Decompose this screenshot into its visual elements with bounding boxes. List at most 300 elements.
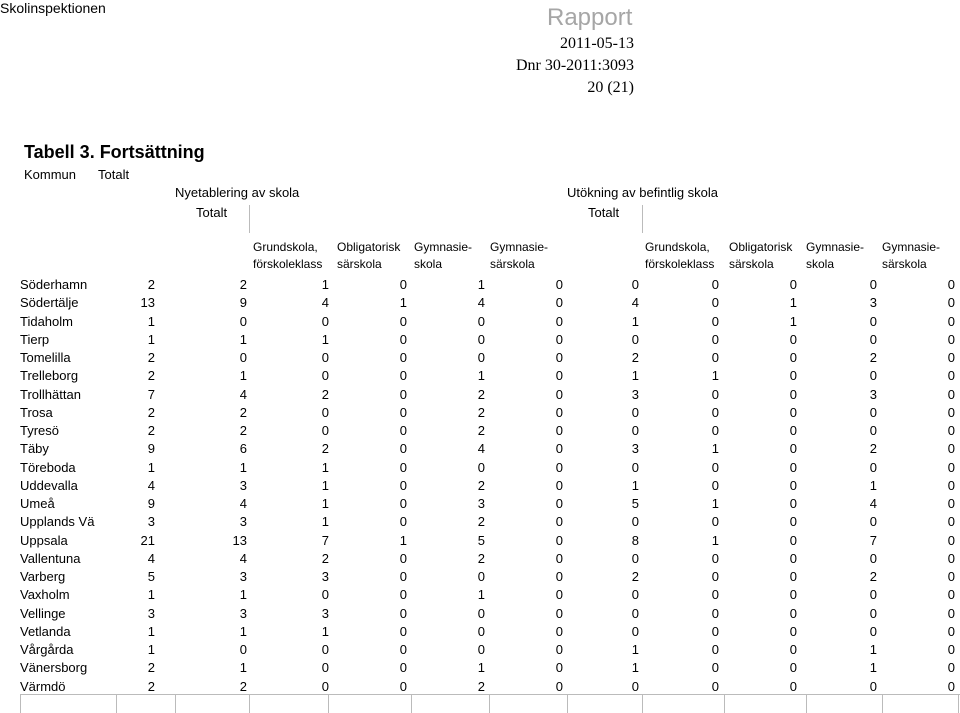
table-cell: 0 <box>399 386 407 402</box>
table-cell: 0 <box>477 642 485 658</box>
kommun-name: Trelleborg <box>20 368 79 384</box>
table-cell: 0 <box>869 459 877 475</box>
table-cell: 2 <box>147 423 155 439</box>
grid-line <box>249 694 250 713</box>
kommun-name: Tomelilla <box>20 350 71 366</box>
table-cell: 1 <box>239 587 247 603</box>
kommun-name: Upplands Vä <box>20 514 95 530</box>
table-cell: 0 <box>399 514 407 530</box>
table-cell: 0 <box>555 587 563 603</box>
table-cell: 0 <box>555 313 563 329</box>
table-cell: 1 <box>147 587 155 603</box>
sub-header-line2: förskoleklass <box>645 257 715 271</box>
table-cell: 0 <box>555 350 563 366</box>
table-cell: 0 <box>399 459 407 475</box>
kommun-name: Söderhamn <box>20 277 88 293</box>
table-cell: 2 <box>147 368 155 384</box>
table-cell: 0 <box>321 313 329 329</box>
table-cell: 0 <box>947 441 955 457</box>
table-cell: 0 <box>399 331 407 347</box>
table-cell: 6 <box>239 441 247 457</box>
table-cell: 0 <box>869 331 877 347</box>
table-cell: 0 <box>631 331 639 347</box>
grid-line <box>567 694 568 713</box>
kommun-name: Vårgårda <box>20 642 74 658</box>
table-cell: 0 <box>399 623 407 639</box>
table-cell: 2 <box>147 678 155 694</box>
table-cell: 2 <box>147 404 155 420</box>
table-cell: 0 <box>711 569 719 585</box>
table-cell: 0 <box>947 587 955 603</box>
kommun-name: Töreboda <box>20 459 76 475</box>
table-cell: 0 <box>711 550 719 566</box>
table-cell: 0 <box>711 477 719 493</box>
sub-header-line1: Obligatorisk <box>729 240 793 254</box>
table-cell: 4 <box>477 441 485 457</box>
table-cell: 0 <box>789 277 797 293</box>
table-cell: 0 <box>631 404 639 420</box>
grid-line <box>724 694 725 713</box>
report-dnr: Dnr 30-2011:3093 <box>515 57 634 74</box>
table-cell: 1 <box>321 331 329 347</box>
table-cell: 1 <box>631 313 639 329</box>
organization-name: Skolinspektionen <box>0 0 106 16</box>
table-cell: 0 <box>789 660 797 676</box>
table-cell: 0 <box>555 477 563 493</box>
report-title: Rapport <box>547 4 633 31</box>
table-cell: 2 <box>631 569 639 585</box>
grid-line <box>489 694 490 713</box>
table-cell: 7 <box>869 532 877 548</box>
table-cell: 2 <box>147 277 155 293</box>
table-cell: 2 <box>869 569 877 585</box>
table-cell: 0 <box>711 277 719 293</box>
table-cell: 1 <box>711 441 719 457</box>
table-cell: 0 <box>947 605 955 621</box>
grid-line <box>328 694 329 713</box>
table-row <box>20 294 955 312</box>
sub-header-line1: Gymnasie- <box>490 240 549 254</box>
table-cell: 0 <box>711 459 719 475</box>
table-cell: 0 <box>789 477 797 493</box>
table-cell: 1 <box>321 496 329 512</box>
table-cell: 1 <box>147 642 155 658</box>
table-cell: 2 <box>321 550 329 566</box>
table-cell: 1 <box>239 368 247 384</box>
table-cell: 0 <box>631 514 639 530</box>
grid-line <box>642 205 643 233</box>
table-cell: 2 <box>477 678 485 694</box>
table-cell: 1 <box>321 277 329 293</box>
table-cell: 0 <box>239 350 247 366</box>
table-row <box>20 459 955 477</box>
sub-header-line2: särskola <box>337 257 382 271</box>
table-cell: 1 <box>321 477 329 493</box>
table-cell: 0 <box>789 623 797 639</box>
table-cell: 0 <box>399 350 407 366</box>
grid-line <box>175 694 176 713</box>
kommun-name: Vänersborg <box>20 660 88 676</box>
kommun-name: Varberg <box>20 569 66 585</box>
table-cell: 2 <box>321 441 329 457</box>
table-cell: 0 <box>631 605 639 621</box>
table-row <box>20 404 955 422</box>
sub-header-line1: Gymnasie- <box>806 240 865 254</box>
table-cell: 1 <box>631 368 639 384</box>
table-cell: 0 <box>399 496 407 512</box>
table-cell: 2 <box>239 277 247 293</box>
table-cell: 0 <box>399 313 407 329</box>
sub-header-line2: förskoleklass <box>253 257 323 271</box>
table-cell: 0 <box>555 550 563 566</box>
table-cell: 0 <box>399 277 407 293</box>
table-cell: 2 <box>147 350 155 366</box>
sub-header-line2: särskola <box>490 257 535 271</box>
table-cell: 13 <box>232 532 247 548</box>
table-row <box>20 513 955 531</box>
table-cell: 0 <box>789 496 797 512</box>
table-title: Tabell 3. Fortsättning <box>24 142 205 162</box>
table-cell: 4 <box>239 550 247 566</box>
table-cell: 0 <box>711 514 719 530</box>
table-cell: 5 <box>477 532 485 548</box>
table-cell: 0 <box>711 350 719 366</box>
table-cell: 0 <box>789 642 797 658</box>
table-cell: 0 <box>869 368 877 384</box>
table-cell: 0 <box>789 441 797 457</box>
table-cell: 0 <box>947 550 955 566</box>
grid-line <box>642 694 643 713</box>
table-cell: 3 <box>239 569 247 585</box>
table-row <box>20 550 955 568</box>
table-cell: 1 <box>239 331 247 347</box>
table-cell: 0 <box>631 277 639 293</box>
table-cell: 4 <box>239 496 247 512</box>
table-cell: 1 <box>789 295 797 311</box>
table-cell: 9 <box>147 496 155 512</box>
table-cell: 3 <box>239 477 247 493</box>
kommun-name: Trosa <box>20 404 53 420</box>
table-cell: 3 <box>869 386 877 402</box>
table-cell: 0 <box>947 404 955 420</box>
table-cell: 0 <box>399 477 407 493</box>
table-cell: 2 <box>477 404 485 420</box>
table-cell: 0 <box>947 496 955 512</box>
col-nyetablering-header: Nyetablering av skola <box>175 185 300 200</box>
table-cell: 0 <box>789 386 797 402</box>
table-row <box>20 641 955 659</box>
table-cell: 3 <box>631 441 639 457</box>
table-cell: 0 <box>711 295 719 311</box>
table-row <box>20 367 955 385</box>
table-cell: 7 <box>147 386 155 402</box>
table-cell: 0 <box>321 642 329 658</box>
table-cell: 0 <box>399 441 407 457</box>
table-cell: 0 <box>789 423 797 439</box>
table-cell: 3 <box>239 605 247 621</box>
table-row <box>20 605 955 623</box>
table-cell: 0 <box>399 660 407 676</box>
table-cell: 2 <box>477 477 485 493</box>
table-cell: 0 <box>947 277 955 293</box>
table-cell: 2 <box>869 441 877 457</box>
kommun-name: Södertälje <box>20 295 79 311</box>
table-cell: 1 <box>869 642 877 658</box>
table-cell: 0 <box>477 569 485 585</box>
table-cell: 1 <box>239 623 247 639</box>
grid-line <box>882 694 883 713</box>
table-row <box>20 276 955 294</box>
table-cell: 0 <box>555 459 563 475</box>
page-number: 20 (21) <box>587 79 634 96</box>
table-cell: 1 <box>147 459 155 475</box>
table-cell: 0 <box>947 660 955 676</box>
table-cell: 0 <box>869 587 877 603</box>
table-cell: 0 <box>477 605 485 621</box>
table-cell: 1 <box>399 532 407 548</box>
table-cell: 0 <box>555 441 563 457</box>
grid-line <box>411 694 412 713</box>
table-row <box>20 623 955 641</box>
table-row <box>20 586 955 604</box>
table-cell: 0 <box>789 459 797 475</box>
table-cell: 1 <box>399 295 407 311</box>
table-cell: 1 <box>631 477 639 493</box>
table-cell: 5 <box>147 569 155 585</box>
table-cell: 0 <box>555 277 563 293</box>
table-row <box>20 495 955 513</box>
sub-header-line1: Grundskola, <box>645 240 710 254</box>
table-cell: 0 <box>631 423 639 439</box>
table-cell: 3 <box>321 569 329 585</box>
table-cell: 0 <box>555 331 563 347</box>
kommun-name: Uddevalla <box>20 477 78 493</box>
table-row <box>20 331 955 349</box>
table-cell: 3 <box>147 514 155 530</box>
table-cell: 5 <box>631 496 639 512</box>
table-row <box>20 349 955 367</box>
table-cell: 0 <box>555 295 563 311</box>
table-cell: 0 <box>869 514 877 530</box>
table-cell: 0 <box>789 350 797 366</box>
table-cell: 0 <box>789 569 797 585</box>
table-cell: 2 <box>321 386 329 402</box>
table-cell: 0 <box>711 623 719 639</box>
table-row <box>20 659 955 677</box>
table-cell: 0 <box>711 386 719 402</box>
table-cell: 4 <box>477 295 485 311</box>
table-cell: 3 <box>321 605 329 621</box>
table-cell: 4 <box>147 477 155 493</box>
kommun-name: Vetlanda <box>20 623 71 639</box>
kommun-name: Uppsala <box>20 532 68 548</box>
table-cell: 1 <box>631 660 639 676</box>
table-cell: 0 <box>869 313 877 329</box>
table-cell: 8 <box>631 532 639 548</box>
table-cell: 0 <box>555 404 563 420</box>
table-row <box>20 422 955 440</box>
table-cell: 1 <box>321 514 329 530</box>
table-cell: 0 <box>321 404 329 420</box>
table-cell: 0 <box>947 477 955 493</box>
table-cell: 0 <box>869 623 877 639</box>
table-cell: 0 <box>555 514 563 530</box>
kommun-name: Tidaholm <box>20 313 73 329</box>
table-cell: 0 <box>555 532 563 548</box>
table-cell: 2 <box>869 350 877 366</box>
sub-header-line2: skola <box>806 257 835 271</box>
table-cell: 0 <box>869 550 877 566</box>
table-cell: 4 <box>869 496 877 512</box>
table-cell: 3 <box>631 386 639 402</box>
table-cell: 9 <box>239 295 247 311</box>
sub-header-line2: särskola <box>882 257 927 271</box>
kommun-name: Täby <box>20 441 49 457</box>
table-cell: 0 <box>947 514 955 530</box>
sub-header-line1: Gymnasie- <box>882 240 941 254</box>
table-cell: 0 <box>477 623 485 639</box>
table-cell: 0 <box>399 569 407 585</box>
table-cell: 0 <box>631 678 639 694</box>
table-cell: 4 <box>631 295 639 311</box>
table-cell: 0 <box>477 350 485 366</box>
table-cell: 1 <box>869 477 877 493</box>
table-cell: 0 <box>399 678 407 694</box>
table-cell: 0 <box>947 532 955 548</box>
kommun-name: Vaxholm <box>20 587 70 603</box>
table-cell: 0 <box>869 678 877 694</box>
table-cell: 0 <box>789 587 797 603</box>
table-cell: 0 <box>789 678 797 694</box>
table-cell: 0 <box>947 295 955 311</box>
table-cell: 1 <box>147 331 155 347</box>
table-cell: 1 <box>631 642 639 658</box>
table-cell: 7 <box>321 532 329 548</box>
table-row <box>20 313 955 331</box>
table-cell: 2 <box>239 404 247 420</box>
grid-line <box>116 694 117 713</box>
table-cell: 0 <box>789 532 797 548</box>
table-cell: 0 <box>947 423 955 439</box>
table-cell: 0 <box>711 660 719 676</box>
table-cell: 0 <box>947 623 955 639</box>
table-cell: 2 <box>477 423 485 439</box>
table-cell: 1 <box>477 587 485 603</box>
col-utokning-header: Utökning av befintlig skola <box>567 185 719 200</box>
sub-header-line1: Gymnasie- <box>414 240 473 254</box>
col-nyetablering-totalt: Totalt <box>196 205 228 220</box>
table-row <box>20 440 955 458</box>
table-cell: 13 <box>140 295 155 311</box>
table-cell: 3 <box>147 605 155 621</box>
table-cell: 1 <box>239 660 247 676</box>
table-cell: 0 <box>947 642 955 658</box>
table-cell: 0 <box>947 678 955 694</box>
table-cell: 2 <box>147 660 155 676</box>
table-cell: 0 <box>869 404 877 420</box>
kommun-name: Trollhättan <box>20 386 81 402</box>
table-cell: 1 <box>239 459 247 475</box>
table-row <box>20 477 955 495</box>
table-cell: 0 <box>477 331 485 347</box>
table-cell: 2 <box>477 386 485 402</box>
table-cell: 1 <box>869 660 877 676</box>
table-cell: 9 <box>147 441 155 457</box>
table-cell: 0 <box>555 660 563 676</box>
table-cell: 0 <box>947 368 955 384</box>
table-cell: 0 <box>631 623 639 639</box>
table-cell: 0 <box>399 587 407 603</box>
table-cell: 0 <box>947 350 955 366</box>
table-cell: 1 <box>147 313 155 329</box>
table-cell: 4 <box>239 386 247 402</box>
table-cell: 0 <box>239 313 247 329</box>
table-cell: 1 <box>147 623 155 639</box>
table-cell: 0 <box>555 605 563 621</box>
data-table <box>20 276 955 696</box>
table-cell: 21 <box>140 532 155 548</box>
sub-header-line1: Grundskola, <box>253 240 318 254</box>
table-cell: 1 <box>711 368 719 384</box>
table-cell: 0 <box>399 404 407 420</box>
col-utokning-totalt: Totalt <box>588 205 620 220</box>
table-cell: 2 <box>239 678 247 694</box>
table-cell: 1 <box>321 459 329 475</box>
report-date: 2011-05-13 <box>559 35 634 52</box>
table-cell: 0 <box>947 386 955 402</box>
table-cell: 0 <box>555 642 563 658</box>
table-cell: 0 <box>711 587 719 603</box>
col-totalt-header: Totalt <box>98 167 130 182</box>
table-cell: 0 <box>321 350 329 366</box>
sub-header-line2: skola <box>414 257 443 271</box>
table-cell: 0 <box>321 660 329 676</box>
table-cell: 1 <box>711 496 719 512</box>
table-cell: 0 <box>711 605 719 621</box>
table-cell: 0 <box>555 368 563 384</box>
table-cell: 2 <box>477 550 485 566</box>
table-cell: 0 <box>711 678 719 694</box>
grid-line <box>958 694 959 713</box>
table-cell: 0 <box>477 459 485 475</box>
table-cell: 0 <box>477 313 485 329</box>
table-cell: 0 <box>555 386 563 402</box>
table-cell: 0 <box>321 678 329 694</box>
table-cell: 0 <box>399 605 407 621</box>
table-cell: 2 <box>239 423 247 439</box>
table-cell: 0 <box>711 331 719 347</box>
table-cell: 3 <box>869 295 877 311</box>
table-cell: 0 <box>947 569 955 585</box>
kommun-name: Vellinge <box>20 605 66 621</box>
table-cell: 2 <box>631 350 639 366</box>
col-kommun-header: Kommun <box>24 167 77 182</box>
table-cell: 0 <box>555 678 563 694</box>
table-cell: 0 <box>399 550 407 566</box>
grid-line <box>20 694 21 713</box>
table-cell: 0 <box>789 514 797 530</box>
table-cell: 4 <box>321 295 329 311</box>
table-cell: 0 <box>711 404 719 420</box>
table-row <box>20 386 955 404</box>
table-cell: 4 <box>147 550 155 566</box>
table-cell: 0 <box>789 368 797 384</box>
table-cell: 0 <box>947 459 955 475</box>
table-cell: 1 <box>321 623 329 639</box>
table-cell: 0 <box>555 423 563 439</box>
table-cell: 1 <box>711 532 719 548</box>
table-cell: 0 <box>789 605 797 621</box>
